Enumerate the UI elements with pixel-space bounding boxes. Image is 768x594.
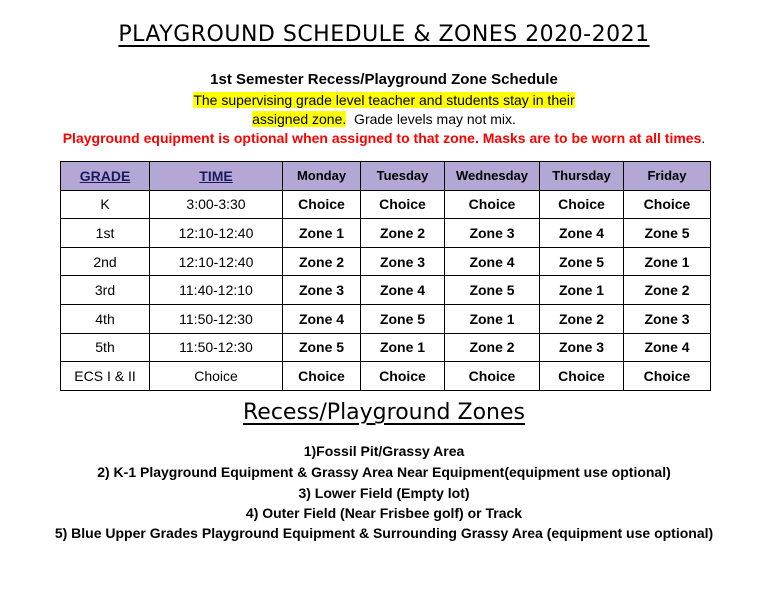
cell-grade: K (61, 190, 150, 219)
table-row (61, 190, 711, 219)
cell-monday: Zone 1 (283, 219, 361, 248)
header-friday: Friday (624, 162, 711, 191)
cell-tuesday: Choice (361, 362, 445, 391)
cell-friday: Choice (624, 190, 711, 219)
cell-wednesday: Choice (445, 362, 540, 391)
header-monday: Monday (283, 162, 361, 191)
cell-wednesday: Choice (445, 190, 540, 219)
cell-time: 11:50-12:30 (150, 333, 283, 362)
cell-thursday: Choice (540, 362, 624, 391)
cell-grade: 2nd (61, 247, 150, 276)
cell-time: Choice (150, 362, 283, 391)
header-tuesday: Tuesday (361, 162, 445, 191)
schedule-subtitle: 1st Semester Recess/Playground Zone Schedule (210, 71, 558, 88)
table-row (61, 219, 711, 248)
zones-title: Recess/Playground Zones (243, 400, 525, 425)
cell-monday: Zone 2 (283, 247, 361, 276)
note-line-1 (0, 92, 768, 108)
header-grade: GRADE (61, 162, 150, 191)
note-line-2-rest: Grade levels may not mix. (346, 111, 516, 127)
cell-friday: Zone 4 (624, 333, 711, 362)
cell-grade: 4th (61, 304, 150, 333)
table-row (61, 362, 711, 391)
notice-period: . (701, 130, 706, 146)
cell-monday: Choice (283, 362, 361, 391)
cell-monday: Zone 3 (283, 276, 361, 305)
table-row (61, 247, 711, 276)
header-time: TIME (150, 162, 283, 191)
cell-grade: 1st (61, 219, 150, 248)
zone-item-3: 3) Lower Field (Empty lot) (298, 485, 470, 501)
page-title: PLAYGROUND SCHEDULE & ZONES 2020-2021 (118, 22, 650, 47)
cell-friday: Zone 5 (624, 219, 711, 248)
cell-monday: Zone 4 (283, 304, 361, 333)
schedule-table (60, 161, 711, 391)
zone-item-1: 1)Fossil Pit/Grassy Area (303, 443, 465, 459)
cell-monday: Choice (283, 190, 361, 219)
cell-time: 11:40-12:10 (150, 276, 283, 305)
cell-thursday: Zone 1 (540, 276, 624, 305)
cell-grade: ECS I & II (61, 362, 150, 391)
zone-item-4: 4) Outer Field (Near Frisbee golf) or Track (245, 505, 523, 521)
zone-item-5: 5) Blue Upper Grades Playground Equipment & Surrounding Grassy Area (equipment use optional) (54, 525, 714, 541)
table-row (61, 304, 711, 333)
equipment-mask-notice-text: Playground equipment is optional when assigned to that zone. Masks are to be worn at all times (62, 130, 702, 146)
table-row (61, 333, 711, 362)
header-wednesday: Wednesday (445, 162, 540, 191)
cell-time: 11:50-12:30 (150, 304, 283, 333)
cell-thursday: Zone 4 (540, 219, 624, 248)
cell-tuesday: Zone 2 (361, 219, 445, 248)
cell-time: 12:10-12:40 (150, 219, 283, 248)
cell-thursday: Zone 5 (540, 247, 624, 276)
cell-tuesday: Zone 3 (361, 247, 445, 276)
equipment-mask-notice (0, 130, 768, 146)
cell-friday: Zone 1 (624, 247, 711, 276)
cell-tuesday: Zone 5 (361, 304, 445, 333)
cell-tuesday: Zone 4 (361, 276, 445, 305)
cell-monday: Zone 5 (283, 333, 361, 362)
cell-wednesday: Zone 3 (445, 219, 540, 248)
cell-friday: Zone 3 (624, 304, 711, 333)
cell-time: 12:10-12:40 (150, 247, 283, 276)
cell-wednesday: Zone 2 (445, 333, 540, 362)
cell-friday: Choice (624, 362, 711, 391)
cell-wednesday: Zone 4 (445, 247, 540, 276)
note-line-2 (0, 111, 768, 127)
cell-thursday: Choice (540, 190, 624, 219)
cell-grade: 3rd (61, 276, 150, 305)
cell-grade: 5th (61, 333, 150, 362)
note-line-1-text: The supervising grade level teacher and students stay in their (193, 92, 575, 108)
cell-tuesday: Choice (361, 190, 445, 219)
cell-wednesday: Zone 1 (445, 304, 540, 333)
table-header-row (61, 162, 711, 191)
note-line-2-highlight: assigned zone. (252, 111, 347, 127)
zone-item-2: 2) K-1 Playground Equipment & Grassy Area Near Equipment(equipment use optional) (97, 464, 671, 480)
cell-wednesday: Zone 5 (445, 276, 540, 305)
header-thursday: Thursday (540, 162, 624, 191)
table-row (61, 276, 711, 305)
cell-thursday: Zone 2 (540, 304, 624, 333)
cell-friday: Zone 2 (624, 276, 711, 305)
cell-time: 3:00-3:30 (150, 190, 283, 219)
cell-tuesday: Zone 1 (361, 333, 445, 362)
cell-thursday: Zone 3 (540, 333, 624, 362)
